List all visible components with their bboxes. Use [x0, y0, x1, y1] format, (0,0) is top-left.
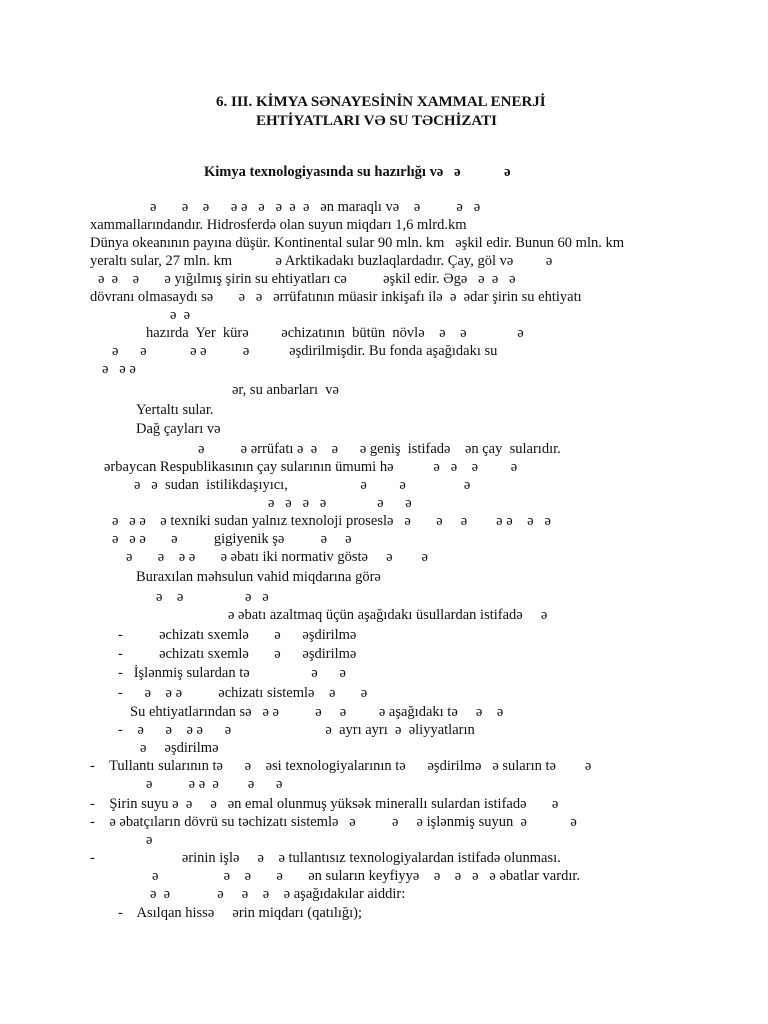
section-subtitle: Kimya texnologiyasında su hazırlığı və ə ə	[204, 164, 511, 180]
page-title-line-2: EHTİYATLARI VƏ SU TƏCHİZATI	[256, 113, 497, 129]
text-line: Dağ çayları və	[136, 421, 221, 437]
text-line: ər, su anbarları və	[232, 382, 339, 398]
text-line: ə ə ə ə yığılmış şirin su ehtiyatları cə əşkil edir. Əgə ə ə ə	[98, 271, 516, 287]
list-item: - əchizatı sxemlə ə əşdirilmə	[118, 646, 357, 662]
list-item: - Şirin suyu ə ə ə ən emal olunmuş yüksək minerallı sulardan istifadə ə	[90, 796, 559, 812]
text-line: ə ə	[170, 307, 191, 323]
text-line: ə	[146, 832, 153, 848]
list-item: - Asılqan hissə ərin miqdarı (qatılığı);	[118, 905, 363, 921]
text-line: ə əşdirilmə	[140, 740, 219, 756]
text-line: Buraxılan məhsulun vahid miqdarına görə	[136, 569, 381, 585]
list-item: - Tullantı sularının tə ə əsi texnologiyalarının tə əşdirilmə ə suların tə ə	[90, 758, 592, 774]
text-line: ə ə ərrüfatı ə ə ə ə geniş istifadə ən çay sularıdır.	[198, 441, 561, 457]
text-line: ə ə ə	[102, 361, 136, 377]
text-line: yeraltı sular, 27 mln. km ə Arktikadakı buzlaqlardadır. Çay, göl və ə	[90, 253, 553, 269]
text-line: ə ə ə ə gigiyenik şə ə ə	[112, 531, 352, 547]
list-item: - ərinin işlə ə ə tullantısız texnologiyalardan istifadə olunması.	[90, 850, 561, 866]
list-item: - İşlənmiş sulardan tə ə ə	[118, 665, 346, 681]
text-line: ə ə ə ə ə əbatı iki normativ göstə ə ə	[126, 549, 428, 565]
page-title: 6. III. KİMYA SƏNAYESİNİN XAMMAL ENERJİ	[216, 94, 546, 110]
list-item: - ə ə ə ə ə ə ayrı ayrı ə əliyyatların	[118, 722, 475, 738]
text-line: hazırda Yer kürə əchizatının bütün növlə ə ə ə	[146, 325, 524, 341]
text-line: ə əbatı azaltmaq üçün aşağıdakı üsullardan istifadə ə	[228, 607, 548, 623]
text-line: Dünya okeanının payına düşür. Kontinental sular 90 mln. km əşkil edir. Bunun 60 mln. km	[90, 235, 625, 251]
text-line: Yertaltı sular.	[136, 402, 214, 418]
text-line: ə ə ə ə ə əşdirilmişdir. Bu fonda aşağıdakı su	[112, 343, 498, 359]
text-line: Su ehtiyatlarından sə ə ə ə ə ə aşağıdakı tə ə ə	[130, 704, 504, 720]
text-line: ə ə ə ə ə ə ə ə ə ən maraqlı və ə ə ə	[150, 199, 481, 215]
list-item: - ə ə ə əchizatı sistemlə ə ə	[118, 685, 368, 701]
text-line: xammallarındandır. Hidrosferdə olan suyun miqdarı 1,6 mlrd.km	[90, 217, 467, 233]
text-line: ərbaycan Respublikasının çay sularının ümumi hə ə ə ə ə	[104, 459, 518, 475]
text-line: ə ə ə ə ən suların keyfiyyə ə ə ə ə əbatlar vardır.	[152, 868, 581, 884]
text-line: ə ə ə ə texniki sudan yalnız texnoloji proseslə ə ə ə ə ə ə ə	[112, 513, 551, 529]
text-line: dövranı olmasaydı sə ə ə ərrüfatının müasir inkişafı ilə ə ədar şirin su ehtiyatı	[90, 289, 582, 305]
text-line: ə ə ə ə ə ə	[146, 776, 283, 792]
text-line: ə ə ə ə	[156, 589, 269, 605]
text-line: ə ə ə ə ə ə aşağıdakılar aiddir:	[150, 886, 406, 902]
text-line: ə ə ə ə ə ə	[268, 495, 412, 511]
text-line: ə ə sudan istilikdaşıyıcı, ə ə ə	[134, 477, 471, 493]
list-item: - ə əbatçıların dövrü su təchizatı sistemlə ə ə ə işlənmiş suyun ə ə	[90, 814, 577, 830]
list-item: - əchizatı sxemlə ə əşdirilmə	[118, 627, 357, 643]
